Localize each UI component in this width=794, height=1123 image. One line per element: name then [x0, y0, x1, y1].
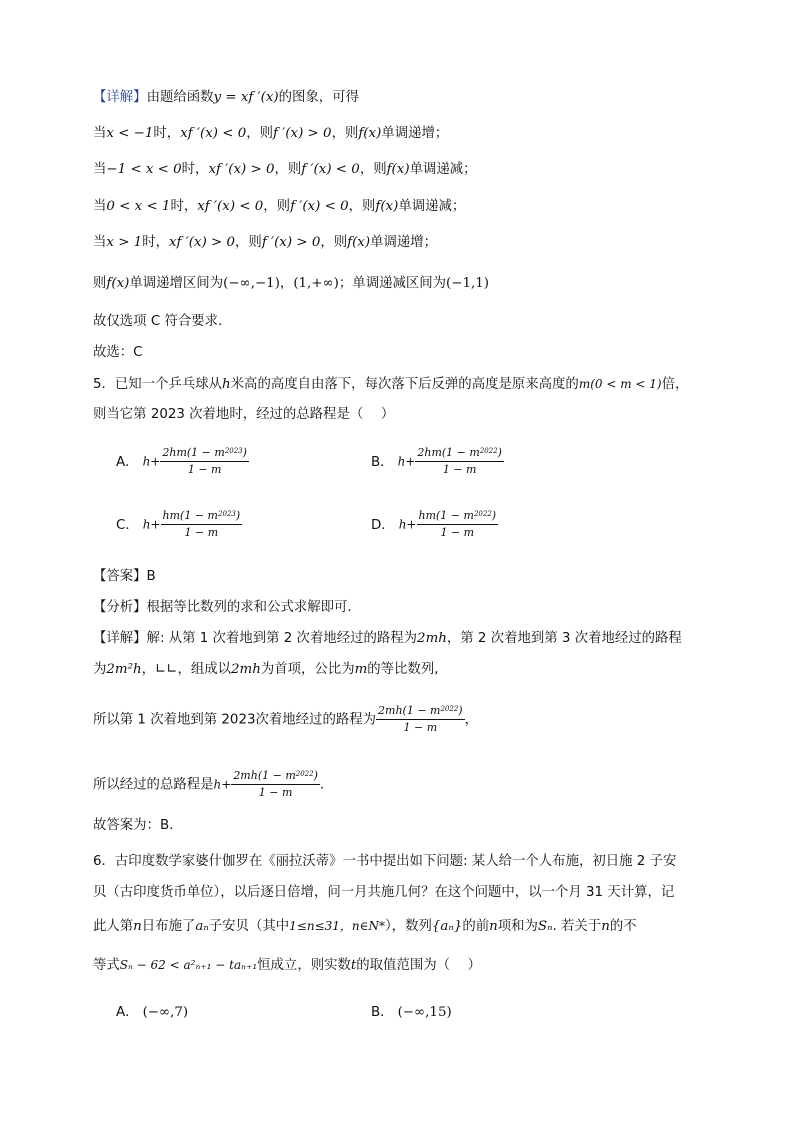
q5-detail-line-2: 为2m²h，∟∟，组成以2mh为首项，公比为m的等比数列, — [93, 662, 439, 677]
q6-option-a[interactable]: A． (−∞,7) — [116, 1005, 189, 1020]
q5-stem-line-2: 则当它第 2023 次着地时，经过的总路程是（ ） — [93, 407, 395, 422]
choice-line: 故选：C — [93, 345, 143, 360]
q5-detail-line-3: 所以第 1 次着地到第 2023次着地经过的路程为 $\frac{2mh(1 - m^{2022})}{1 - m}$ ， — [93, 704, 478, 734]
detail-line-2: 当x < −1时，xf ′(x) < 0，则f ′(x) > 0，则f(x)单调递增； — [93, 126, 449, 141]
q6-stem-line-1: 6．古印度数学家婆什伽罗在《丽拉沃蒂》一书中提出如下问题: 某人给一个人布施，初日施 2 子安 — [93, 854, 677, 869]
detail-tag: 【详解】 — [93, 90, 147, 105]
detail-line-1: 【详解】由题给函数y = xf ′(x)的图象，可得 — [93, 90, 359, 105]
q5-option-a[interactable]: A． h+ $\frac{2hm(1 - m^{2023})}{1 - m}$ — [116, 446, 247, 476]
q5-option-d[interactable]: D． h+ $\frac{hm(1 - m^{2022})}{1 - m}$ — [371, 509, 497, 539]
q6-stem-line-2: 贝（古印度货币单位），以后逐日倍增，问一月共施几何？在这个问题中，以一个月 31 天计算，记 — [93, 885, 675, 900]
detail-line-3: 当−1 < x < 0时，xf ′(x) > 0，则f ′(x) < 0，则f(x)单调递减； — [93, 162, 477, 177]
q5-stem-line-1: 5．已知一个乒乓球从h米高的高度自由落下，每次落下后反弹的高度是原来高度的m(0 < m < 1)倍， — [93, 377, 689, 392]
detail-line-5: 当x > 1时，xf ′(x) > 0，则f ′(x) > 0，则f(x)单调递增； — [93, 235, 438, 250]
q5-detail-line-4: 所以经过的总路程是h+ $\frac{2mh(1 - m^{2022})}{1 - m}$ . — [93, 769, 325, 799]
q5-option-c[interactable]: C． h+ $\frac{hm(1 - m^{2023})}{1 - m}$ — [116, 509, 241, 539]
q6-option-b[interactable]: B． (−∞,15) — [371, 1005, 452, 1020]
q6-stem-line-4: 等式Sₙ − 62 < a²ₙ₊₁ − taₙ₊₁恒成立，则实数t的取值范围为（ ） — [93, 958, 482, 973]
analysis-line: 【分析】根据等比数列的求和公式求解即可. — [93, 600, 352, 615]
conclusion-line: 故仅选项 C 符合要求. — [93, 314, 223, 329]
q5-answer-summary: 故答案为：B. — [93, 818, 174, 833]
detail-line-6: 则f(x)单调递增区间为(−∞,−1)，(1,+∞)；单调递减区间为(−1,1) — [93, 276, 490, 291]
q5-option-b[interactable]: B． h+ $\frac{2hm(1 - m^{2022})}{1 - m}$ — [371, 446, 502, 476]
q5-detail-line-1: 【详解】解: 从第 1 次着地到第 2 次着地经过的路程为2mh，第 2 次着地到第 3 次着地经过的路程 — [93, 631, 682, 646]
q6-stem-line-3: 此人第n日布施了aₙ子安贝（其中1≤n≤31，n∈N*），数列{aₙ}的前n项和为Sₙ. 若关于n的不 — [93, 919, 637, 934]
detail-line-4: 当0 < x < 1时，xf ′(x) < 0，则f ′(x) < 0，则f(x)单调递减； — [93, 199, 466, 214]
answer-line: 【答案】B — [93, 569, 156, 584]
